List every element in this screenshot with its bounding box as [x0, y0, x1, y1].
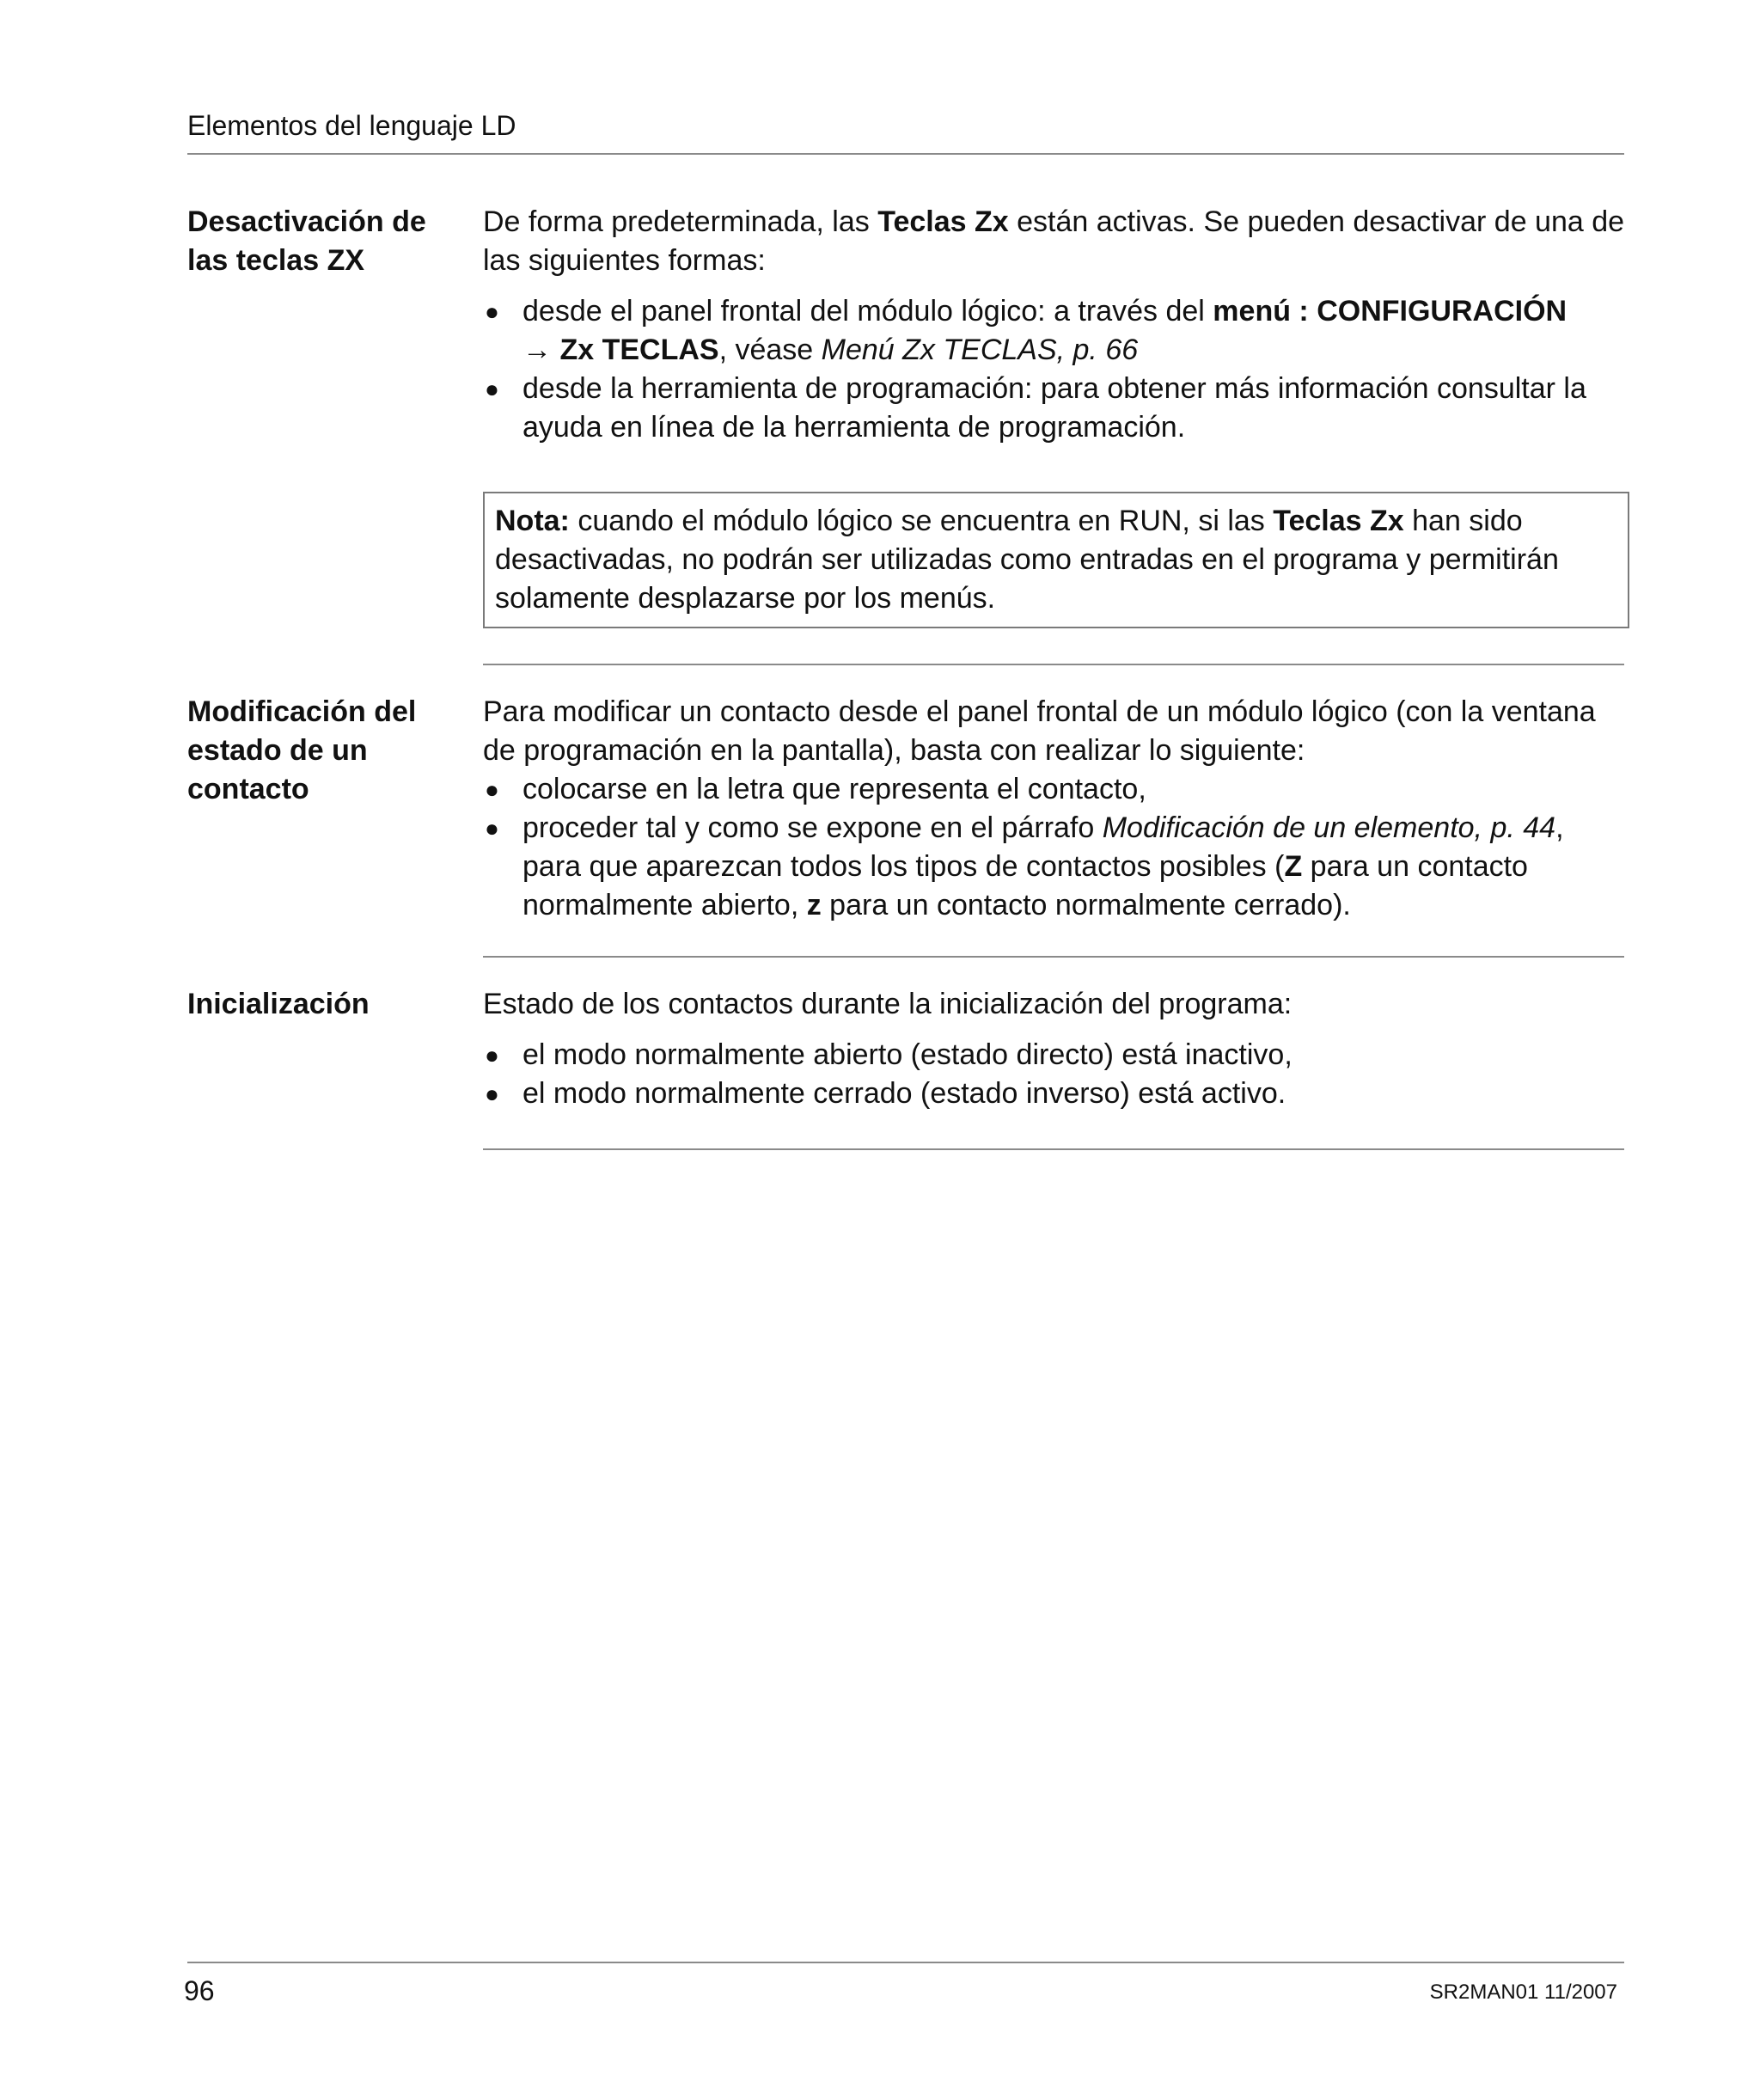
bullet-icon: ●: [485, 1081, 499, 1107]
section-body-inicializacion: [483, 985, 1626, 1113]
note-label: Nota:: [495, 505, 570, 537]
bullet-list: [483, 770, 1626, 925]
section-divider: [483, 664, 1624, 665]
section-label-desactivacion: [187, 203, 445, 280]
list-item: ● desde el panel frontal del módulo lógico: a través del menú : CONFIGURACIÓN → Zx TECLAS, véase Menú Zx TECLAS, p. 66: [483, 292, 1626, 370]
section-label-line: Modificación del: [187, 695, 417, 728]
list-item: ● desde la herramienta de programación: para obtener más información consultar la ayuda en línea de la herramienta de programación.: [483, 370, 1626, 447]
bullet-icon: ●: [485, 298, 499, 325]
list-item: ● colocarse en la letra que representa el contacto,: [483, 770, 1626, 809]
note-box: Nota: cuando el módulo lógico se encuentra en RUN, si las Teclas Zx han sido desactivadas, no podrán ser utilizadas como entradas en el programa y permitirán solamente desplazarse por los menús.: [483, 492, 1629, 628]
section-divider: [483, 1148, 1624, 1150]
section-body-desactivacion: [483, 203, 1626, 447]
section-divider: [483, 956, 1624, 958]
page-number: 96: [184, 1975, 215, 2006]
bullet-icon: ●: [485, 376, 499, 402]
bullet-icon: ●: [485, 1042, 499, 1068]
section-label-line: estado de un: [187, 734, 368, 767]
header-rule: [187, 153, 1624, 155]
section-label-line: Desactivación de: [187, 205, 426, 238]
list-item: ● el modo normalmente abierto (estado directo) está inactivo,: [483, 1036, 1626, 1074]
list-item: ● proceder tal y como se expone en el párrafo Modificación de un elemento, p. 44, para que aparezcan todos los tipos de contactos posibles (Z para un contacto normalmente abierto, z para un contacto normalmente cerrado).: [483, 809, 1626, 925]
section-label-line: contacto: [187, 773, 309, 805]
section-intro: Estado de los contactos durante la inicialización del programa:: [483, 988, 1292, 1020]
bullet-icon: ●: [485, 776, 499, 803]
section-body-modificacion: [483, 693, 1626, 925]
arrow-icon: →: [522, 334, 552, 366]
cross-reference: Modificación de un elemento, p. 44: [1102, 811, 1556, 844]
running-header: Elementos del lenguaje LD: [187, 110, 516, 141]
section-intro: Para modificar un contacto desde el panel frontal de un módulo lógico (con la ventana de programación en la pantalla), basta con realizar lo siguiente:: [483, 695, 1596, 767]
footer-rule: [187, 1962, 1624, 1963]
section-label-line: Inicialización: [187, 988, 370, 1020]
bullet-list: [483, 1036, 1626, 1113]
document-reference: SR2MAN01 11/2007: [1429, 1981, 1617, 2004]
section-label-inicializacion: [187, 985, 445, 1024]
section-label-modificacion: [187, 693, 445, 809]
section-intro: De forma predeterminada, las Teclas Zx están activas. Se pueden desactivar de una de las siguientes formas:: [483, 205, 1625, 277]
bullet-list: [483, 292, 1626, 447]
section-label-line: las teclas ZX: [187, 244, 365, 277]
list-item: ● el modo normalmente cerrado (estado inverso) está activo.: [483, 1074, 1626, 1113]
cross-reference: Menú Zx TECLAS, p. 66: [821, 334, 1139, 366]
bullet-icon: ●: [485, 815, 499, 842]
